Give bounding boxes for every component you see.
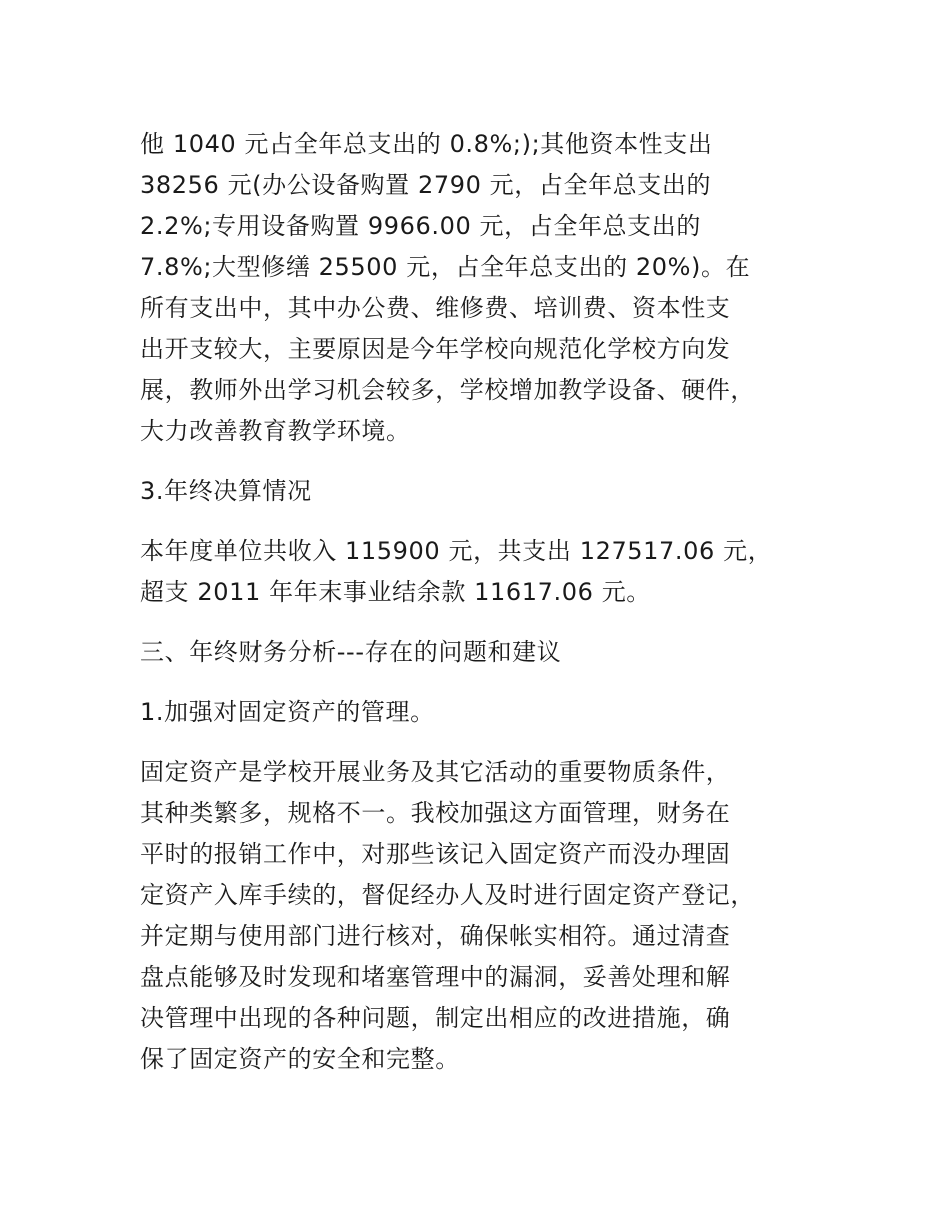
text-line: 大力改善教育教学环境。 bbox=[140, 417, 411, 445]
text-line: 2.2%;专用设备购置 9966.00 元，占全年总支出的 bbox=[140, 212, 701, 240]
section-heading-financial-analysis bbox=[140, 632, 812, 673]
text-line: 其种类繁多，规格不一。我校加强这方面管理，财务在 bbox=[140, 799, 731, 827]
text-line: 出开支较大，主要原因是今年学校向规范化学校方向发 bbox=[140, 335, 731, 363]
text-line: 7.8%;大型修缮 25500 元，占全年总支出的 20%)。在 bbox=[140, 253, 751, 281]
text-line: 盘点能够及时发现和堵塞管理中的漏洞，妥善处理和解 bbox=[140, 963, 731, 991]
paragraph-spacer bbox=[140, 452, 812, 471]
text-line: 超支 2011 年年末事业结余款 11617.06 元。 bbox=[140, 578, 651, 606]
text-line: 保了固定资产的安全和完整。 bbox=[140, 1045, 460, 1073]
document-body bbox=[140, 124, 812, 1080]
text-line: 38256 元(办公设备购置 2790 元，占全年总支出的 bbox=[140, 171, 712, 199]
paragraph-spacer bbox=[140, 673, 812, 692]
text-line: 本年度单位共收入 115900 元，共支出 127517.06 元， bbox=[140, 537, 773, 565]
text-line: 决管理中出现的各种问题，制定出相应的改进措施，确 bbox=[140, 1004, 731, 1032]
text-line: 定资产入库手续的，督促经办人及时进行固定资产登记， bbox=[140, 881, 755, 909]
subsection-heading: 1.加强对固定资产的管理。 bbox=[140, 698, 435, 726]
paragraph-income-summary bbox=[140, 531, 812, 613]
text-line: 固定资产是学校开展业务及其它活动的重要物质条件， bbox=[140, 758, 731, 786]
text-line: 所有支出中，其中办公费、维修费、培训费、资本性支 bbox=[140, 294, 731, 322]
paragraph-expenditure-detail bbox=[140, 124, 812, 452]
subsection-heading-fixed-assets bbox=[140, 692, 812, 733]
text-line: 展，教师外出学习机会较多，学校增加教学设备、硬件， bbox=[140, 376, 755, 404]
paragraph-spacer bbox=[140, 613, 812, 632]
section-heading: 三、年终财务分析---存在的问题和建议 bbox=[140, 638, 562, 666]
paragraph-spacer bbox=[140, 733, 812, 752]
text-line: 他 1040 元占全年总支出的 0.8%;);其他资本性支出 bbox=[140, 130, 713, 158]
text-line: 并定期与使用部门进行核对，确保帐实相符。通过清查 bbox=[140, 922, 731, 950]
paragraph-spacer bbox=[140, 512, 812, 531]
section-heading-final-accounts bbox=[140, 471, 812, 512]
text-line: 平时的报销工作中，对那些该记入固定资产而没办理固 bbox=[140, 840, 731, 868]
section-heading: 3.年终决算情况 bbox=[140, 477, 312, 505]
paragraph-fixed-assets-management bbox=[140, 752, 812, 1080]
